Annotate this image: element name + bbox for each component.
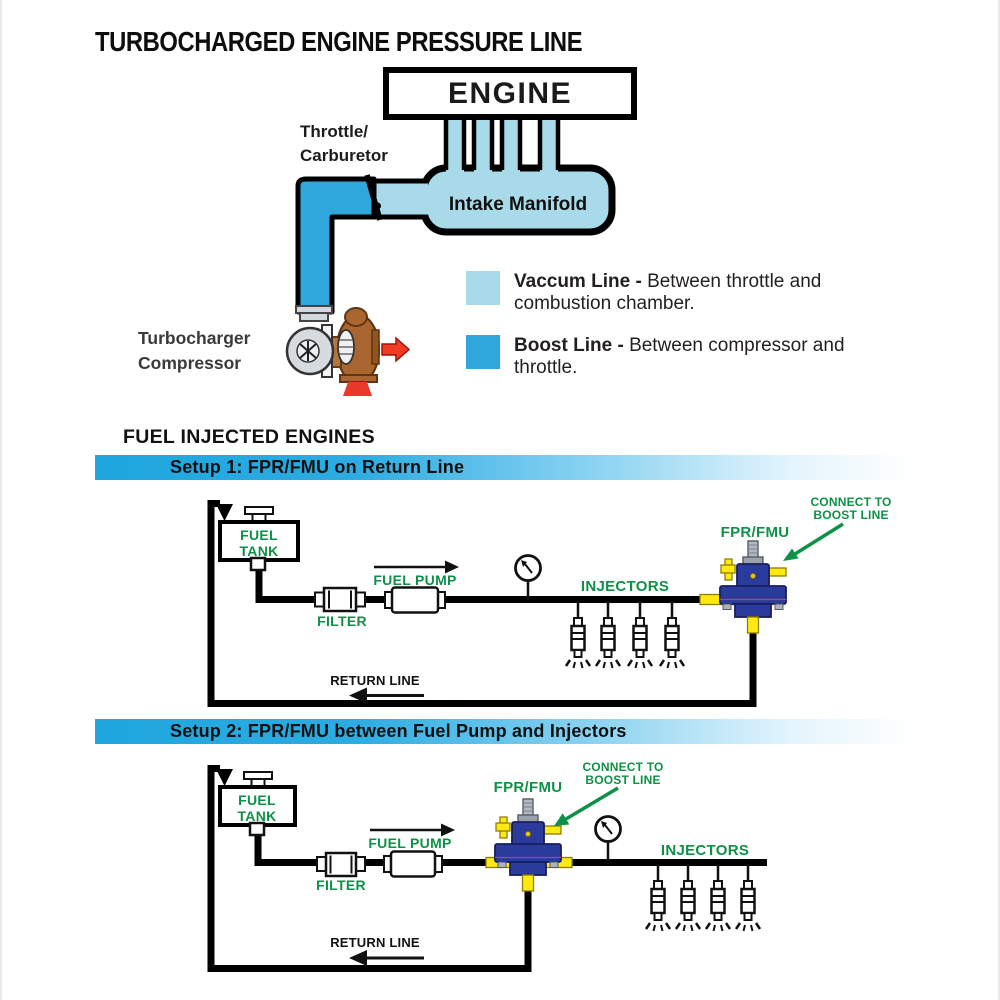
setup1-injector-3 [628,601,652,668]
setup2-banner-label: Setup 2: FPR/FMU between Fuel Pump and Injectors [170,721,627,741]
throttle-label-line2: Carburetor [300,146,388,165]
throttle-carburetor-label [300,120,388,168]
tank-cap [245,507,273,514]
boost-line-text [514,335,874,378]
setup1-filter [315,588,365,611]
intake-runner [446,115,464,172]
setup2-fuel-pump [384,852,442,877]
vacuum-line-swatch [466,271,500,305]
setup1-fuel-pump [385,588,445,613]
setup1-fpr-fmu-valve [720,541,786,633]
setup1-connect-label-line1: CONNECT TO [810,495,892,509]
tank-outlet [250,823,264,835]
turbo-label-line2: Compressor [138,353,242,373]
turbo-inlet-flange [296,306,332,313]
intake-runner [474,115,492,172]
setup2-injectors-label: INJECTORS [660,842,750,859]
exhaust-flare [343,382,372,396]
engine-label: ENGINE [447,77,573,110]
boost-line-desc: Between compressor and throttle. [514,335,845,378]
setup2-return-line-label: RETURN LINE [330,935,420,950]
turbine-bottom-flange [340,375,377,382]
setup2-fuel-tank-label-line1: FUEL [238,792,276,808]
vacuum-line-term: Vaccum Line - [514,271,642,292]
setup1-fuel-pump-label: FUEL PUMP [373,572,457,588]
setup1-filter-label: FILTER [317,613,367,629]
setup2-injector-2 [676,864,700,931]
setup1-injector-1 [566,601,590,668]
setup2-return-arrow [349,950,424,966]
setup2-pressure-gauge [596,817,621,862]
line-legend [466,271,886,399]
boost-pipe [298,179,374,312]
setup2-connect-label-line2: BOOST LINE [585,773,661,787]
setup2-fuel-tank-label-line2: TANK [237,808,277,824]
setup2-fpr-fmu-valve [495,799,561,891]
setup1-return-arrow-icon [216,504,233,521]
setup2-fuel-pump-label: FUEL PUMP [368,835,452,851]
setup1-fuel-tank-label-line2: TANK [239,543,279,559]
setup2-filter-label: FILTER [316,877,366,893]
setup1-fpr-label: FPR/FMU [720,524,790,541]
intake-runner [540,115,558,172]
throttle-label-line1: Throttle/ [300,122,368,141]
setup2-diagram [211,760,767,969]
intake-manifold-label: Intake Manifold [448,194,588,215]
turbine-outlet-flange [372,330,379,364]
setup1-fuel-tank [220,507,298,570]
setup2-banner [95,719,913,744]
setup1-pressure-gauge [516,556,541,601]
setup2-injector-3 [706,864,730,931]
boost-line-swatch [466,335,500,369]
boost-line-term: Boost Line - [514,335,624,356]
fuel-injected-engines-heading: FUEL INJECTED ENGINES [123,426,375,448]
turbocharger-compressor-label [138,326,250,376]
tank-cap [244,772,272,779]
setup1-diagram [211,495,892,704]
setup2-fuel-tank [220,772,295,835]
setup1-injector-2 [596,601,620,668]
setup1-banner [95,455,913,480]
tank-outlet [251,558,265,570]
turbocharger-graphic [287,306,409,396]
setup1-connect-arrow [783,524,843,561]
turbine-housing-lobe [345,308,367,326]
setup1-return-line-label: RETURN LINE [330,673,420,688]
legend-row-vacuum [466,271,886,314]
legend-row-boost [466,335,886,378]
page-title: TURBOCHARGED ENGINE PRESSURE LINE [95,26,583,57]
setup1-injector-4 [660,601,684,668]
setup2-injector-1 [646,864,670,931]
boost-pipe-shape [298,179,374,312]
setup1-banner-label: Setup 1: FPR/FMU on Return Line [170,457,465,477]
intake-runner [502,115,520,172]
engine-box [386,70,634,117]
setup1-fuel-tank-label-line1: FUEL [240,527,278,543]
setup2-injector-4 [736,864,760,931]
exhaust-arrow-icon [382,338,409,361]
setup2-fpr-label: FPR/FMU [493,779,563,796]
turbo-label-line1: Turbocharger [138,328,251,348]
turbo-inlet-neck [300,313,328,321]
vacuum-line-text [514,271,874,314]
intake-runners [446,115,558,172]
setup2-return-arrow-icon [216,769,233,786]
setup2-connect-label-line1: CONNECT TO [582,760,664,774]
setup1-connect-label-line2: BOOST LINE [813,508,889,522]
setup1-injectors-label: INJECTORS [580,578,670,595]
vacuum-line-desc: Between throttle and combustion chamber. [514,271,822,314]
setup2-filter [317,853,365,876]
